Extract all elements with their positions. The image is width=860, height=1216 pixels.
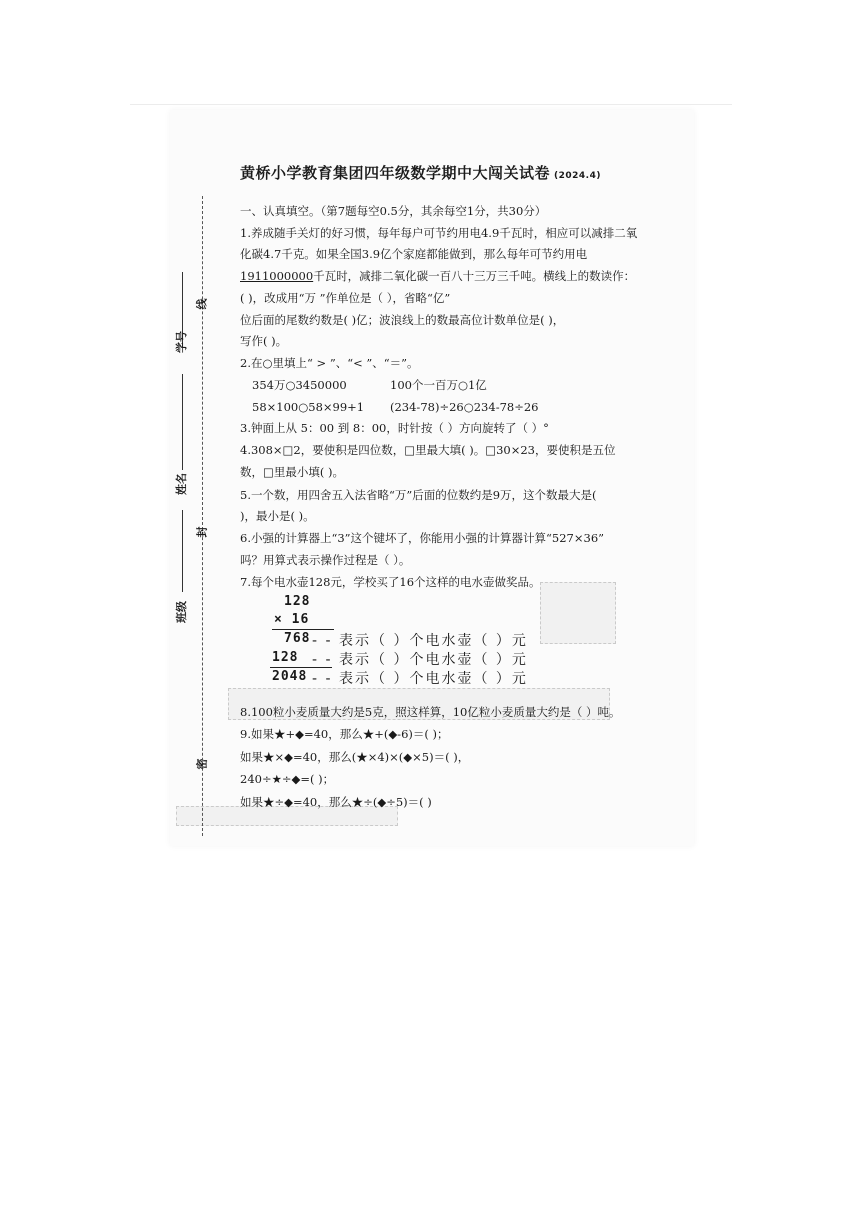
q9-line-2: 如果★×◆=40，那么(★×4)×(◆×5)＝( )，	[240, 750, 470, 764]
section-1-heading: 一、认真填空。（第7题每空0.5分，其余每空1分，共30分）	[240, 204, 547, 218]
student-id-label: 学号	[175, 331, 188, 353]
scan-smudge	[540, 582, 616, 644]
q9-line-4: 如果★÷◆=40，那么★÷(◆÷5)＝( )	[240, 795, 432, 809]
q9-line-3: 240÷★÷◆=( )；	[240, 772, 335, 786]
q2-item-c: 58×100○58×99+1	[252, 400, 365, 414]
q1-line-3-rest: 千瓦时，减排二氧化碳一百八十三万三千吨。横线上的数读作：	[313, 269, 636, 283]
q3-text: 3.钟面上从 5：00 到 8：00，时针按（ ）方向旋转了（ ）°	[240, 421, 549, 435]
name-label: 姓名	[175, 473, 188, 495]
q2-item-b: 100个一百万○1亿	[390, 378, 487, 392]
class-label: 班级	[175, 601, 188, 623]
q1-line-6: 写作( )。	[240, 334, 288, 348]
seal-char-secret: 密	[195, 758, 209, 770]
q7-partial-product-1: 768	[284, 631, 311, 646]
q7-explain-row-3: - - 表示（ ）个电水壶（ ）元	[312, 671, 528, 687]
q5-line-1: 5.一个数，用四舍五入法省略“万”后面的位数约是9万，这个数最大是(	[240, 488, 597, 502]
seal-char-seal: 封	[195, 526, 209, 538]
q4-line-2: 数，□里最小填( )。	[240, 465, 344, 479]
q4-line-1: 4.308×□2，要使积是四位数，□里最大填( )。□30×23，要使积是五位	[240, 443, 616, 457]
q1-line-5: 位后面的尾数约数是( )亿；波浪线上的数最高位计数单位是( )，	[240, 313, 565, 327]
q6-line-2: 吗？用算式表示操作过程是（ ）。	[240, 553, 411, 567]
q5-line-2: )，最小是( )。	[240, 509, 315, 523]
q2-item-a: 354万○3450000	[252, 378, 347, 392]
q7-partial-product-2: 128	[272, 650, 299, 665]
q1-line-3	[240, 268, 635, 284]
q7-multiplier: × 16	[274, 612, 310, 627]
class-blank-line	[182, 510, 183, 592]
page-top-rule	[130, 104, 732, 105]
q6-line-1: 6.小强的计算器上“3”这个键坏了，你能用小强的计算器计算“527×36”	[240, 531, 605, 545]
q7-text: 7.每个电水壶128元，学校买了16个这样的电水壶做奖品。	[240, 575, 541, 589]
q1-line-2: 化碳4.7千克。如果全国3.9亿个家庭都能做到，那么每年可节约用电	[240, 247, 588, 261]
q2-item-d: (234-78)÷26○234-78÷26	[390, 400, 539, 414]
q1-underlined-number: 1911000000	[240, 269, 314, 283]
exam-date: (2024.4)	[554, 171, 601, 181]
exam-title	[240, 162, 601, 183]
q9-line-1: 9.如果★+◆=40，那么★+(◆-6)＝( )；	[240, 727, 449, 741]
q7-product: 2048	[272, 669, 308, 684]
exam-title-text: 黄桥小学教育集团四年级数学期中大闯关试卷	[240, 164, 551, 182]
q7-explain-row-2: - - 表示（ ）个电水壶（ ）元	[312, 652, 528, 668]
q8-text: 8.100粒小麦质量大约是5克，照这样算，10亿粒小麦质量大约是（ ）吨。	[240, 705, 621, 719]
seal-char-line: 线	[195, 298, 209, 310]
q1-line-1: 1.养成随手关灯的好习惯，每年每户可节约用电4.9千瓦时，相应可以减排二氧	[240, 226, 638, 240]
q7-multiplicand: 128	[284, 594, 311, 609]
binding-dashed-line	[202, 196, 203, 836]
name-blank-line	[182, 374, 183, 470]
q2-heading: 2.在○里填上“ > ”、“< ”、“＝”。	[240, 356, 419, 370]
q1-line-4: ( )，改成用“万 ”作单位是（ ），省略“亿”	[240, 291, 451, 305]
q7-explain-row-1: - - 表示（ ）个电水壶（ ）元	[312, 633, 528, 649]
